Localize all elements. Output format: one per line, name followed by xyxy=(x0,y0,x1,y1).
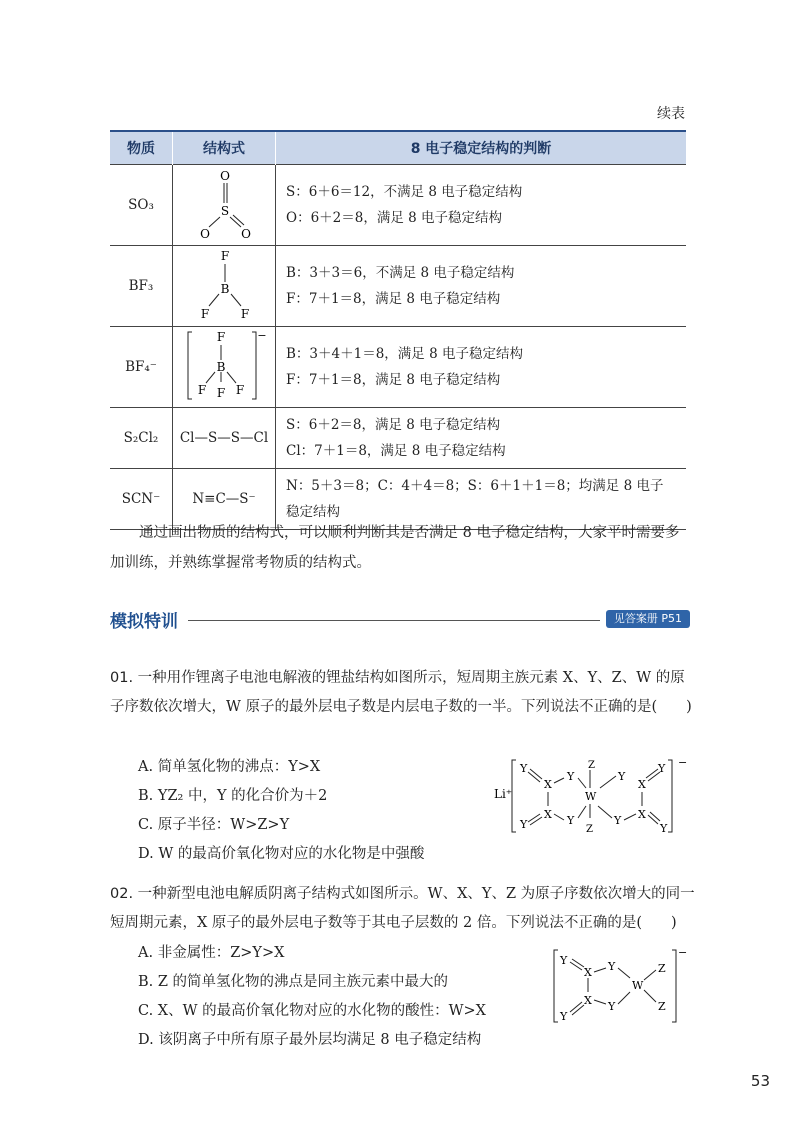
atom-label: X xyxy=(544,808,552,821)
atom-label: Z xyxy=(588,760,595,771)
table-header-row xyxy=(110,131,686,165)
atom-label: F xyxy=(220,249,230,263)
judgement-line: B：3＋4＋1＝8，满足 8 电子稳定结构 xyxy=(286,346,523,362)
judgement-line: S：6＋6＝12，不满足 8 电子稳定结构 xyxy=(286,184,523,200)
atom-label: Y xyxy=(567,814,575,827)
atom-label: S xyxy=(220,204,230,218)
atom-label: Y xyxy=(658,762,666,775)
question-number: 02. xyxy=(110,886,134,902)
atom-label: Y xyxy=(520,762,528,775)
header-judgement: 8 电子稳定结构的判断 xyxy=(276,131,687,165)
option-b[interactable]: B. YZ₂ 中，Y 的化合价为＋2 xyxy=(138,788,328,804)
atom-label: X xyxy=(584,994,592,1007)
question-2 xyxy=(110,880,695,938)
section-divider xyxy=(188,620,600,621)
atom-label: Y xyxy=(567,770,575,783)
atom-label: F xyxy=(235,383,245,397)
question-stem: 一种新型电池电解质阴离子结构式如图所示。W、X、Y、Z 为原子序数依次增大的同一短周期元素，X 原子的最外层电子数等于其电子层数的 2 倍。下列说法不正确的是( ) xyxy=(110,886,695,931)
page-number: 53 xyxy=(750,1072,770,1090)
atom-label: O xyxy=(241,227,251,241)
atom-label: Z xyxy=(586,824,593,835)
table-row xyxy=(110,246,686,327)
continued-label: 续表 xyxy=(657,106,685,122)
substance-cell: S₂Cl₂ xyxy=(110,408,173,469)
atom-label: X xyxy=(638,808,646,821)
judgement-cell xyxy=(276,408,687,469)
judgement-line: B：3＋3＝6，不满足 8 电子稳定结构 xyxy=(286,265,515,281)
atom-label: O xyxy=(220,169,230,183)
judgement-line: F：7＋1＝8，满足 8 电子稳定结构 xyxy=(286,291,501,307)
atom-label: Y xyxy=(520,818,528,831)
option-d[interactable]: D. W 的最高价氧化物对应的水化物是中强酸 xyxy=(138,846,425,862)
option-a[interactable]: A. 简单氢化物的沸点：Y>X xyxy=(138,759,321,775)
substance-cell: SCN⁻ xyxy=(110,469,173,530)
question-number: 01. xyxy=(110,670,134,686)
structure-cell xyxy=(173,327,276,408)
header-substance: 物质 xyxy=(110,131,173,165)
atom-label: Y xyxy=(660,822,668,835)
table-row xyxy=(110,327,686,408)
atom-label: W xyxy=(585,790,597,803)
atom-label: F xyxy=(200,307,210,321)
atom-label: F xyxy=(216,386,226,400)
atom-label: Y xyxy=(560,954,568,967)
atom-label: F xyxy=(216,330,226,344)
atom-label: Y xyxy=(608,960,616,973)
section-header xyxy=(110,607,690,633)
structure-cell xyxy=(173,246,276,327)
question-stem: 一种用作锂离子电池电解液的锂盐结构如图所示，短周期主族元素 X、Y、Z、W 的原子序数依次增大，W 原子的最外层电子数是内层电子数的一半。下列说法不正确的是( ) xyxy=(110,670,692,715)
structure-cell: Cl—S—S—Cl xyxy=(173,408,276,469)
structure-cell: N≡C—S⁻ xyxy=(173,469,276,530)
octet-table xyxy=(110,130,686,530)
substance-cell: SO₃ xyxy=(110,165,173,246)
option-c[interactable]: C. 原子半径：W>Z>Y xyxy=(138,817,290,833)
cation-label: Li⁺ xyxy=(494,787,513,801)
judgement-line: Cl：7＋1＝8，满足 8 电子稳定结构 xyxy=(286,443,506,459)
table-row xyxy=(110,165,686,246)
atom-label: Z xyxy=(658,1000,666,1013)
judgement-line: N：5＋3＝8；C：4＋4＝8；S：6＋1＋1＝8；均满足 8 电子稳定结构 xyxy=(286,478,664,520)
bf3-structure xyxy=(174,246,274,322)
so3-structure xyxy=(174,165,274,241)
question-1 xyxy=(110,664,695,722)
atom-label: X xyxy=(544,778,552,791)
judgement-line: O：6＋2＝8，满足 8 电子稳定结构 xyxy=(286,210,503,226)
option-d[interactable]: D. 该阴离子中所有原子最外层均满足 8 电子稳定结构 xyxy=(138,1032,482,1048)
option-b[interactable]: B. Z 的简单氢化物的沸点是同主族元素中最大的 xyxy=(138,974,449,990)
structure-cell xyxy=(173,165,276,246)
header-structure: 结构式 xyxy=(173,131,276,165)
charge-label: − xyxy=(678,946,688,959)
q1-structure-figure xyxy=(490,752,690,838)
atom-label: F xyxy=(240,307,250,321)
atom-label: F xyxy=(197,383,207,397)
substance-cell: BF₃ xyxy=(110,246,173,327)
option-a[interactable]: A. 非金属性：Z>Y>X xyxy=(138,945,285,961)
option-c[interactable]: C. X、W 的最高价氧化物对应的水化物的酸性：W>X xyxy=(138,1003,487,1019)
table-row xyxy=(110,408,686,469)
judgement-line: F：7＋1＝8，满足 8 电子稳定结构 xyxy=(286,372,501,388)
atom-label: Y xyxy=(614,814,622,827)
q2-structure-figure xyxy=(548,944,688,1028)
description-paragraph: 通过画出物质的结构式，可以顺利判断其是否满足 8 电子稳定结构，大家平时需要多加训练，并熟练掌握常考物质的结构式。 xyxy=(110,525,680,571)
atom-label: B xyxy=(216,360,226,374)
judgement-cell xyxy=(276,327,687,408)
charge-label: − xyxy=(257,329,267,342)
charge-label: − xyxy=(678,756,688,769)
atom-label: Y xyxy=(618,770,626,783)
atom-label: B xyxy=(220,282,230,296)
atom-label: W xyxy=(632,979,644,992)
substance-cell: BF₄⁻ xyxy=(110,327,173,408)
section-title: 模拟特训 xyxy=(110,612,178,632)
judgement-cell xyxy=(276,246,687,327)
bf4-structure xyxy=(174,327,274,403)
judgement-cell xyxy=(276,165,687,246)
atom-label: Y xyxy=(560,1010,568,1023)
atom-label: X xyxy=(638,778,646,791)
atom-label: Z xyxy=(658,962,666,975)
atom-label: O xyxy=(200,227,210,241)
atom-label: Y xyxy=(608,1000,616,1013)
atom-label: X xyxy=(584,966,592,979)
judgement-line: S：6＋2＝8，满足 8 电子稳定结构 xyxy=(286,417,501,433)
answer-ref-badge: 见答案册 P51 xyxy=(606,610,690,628)
